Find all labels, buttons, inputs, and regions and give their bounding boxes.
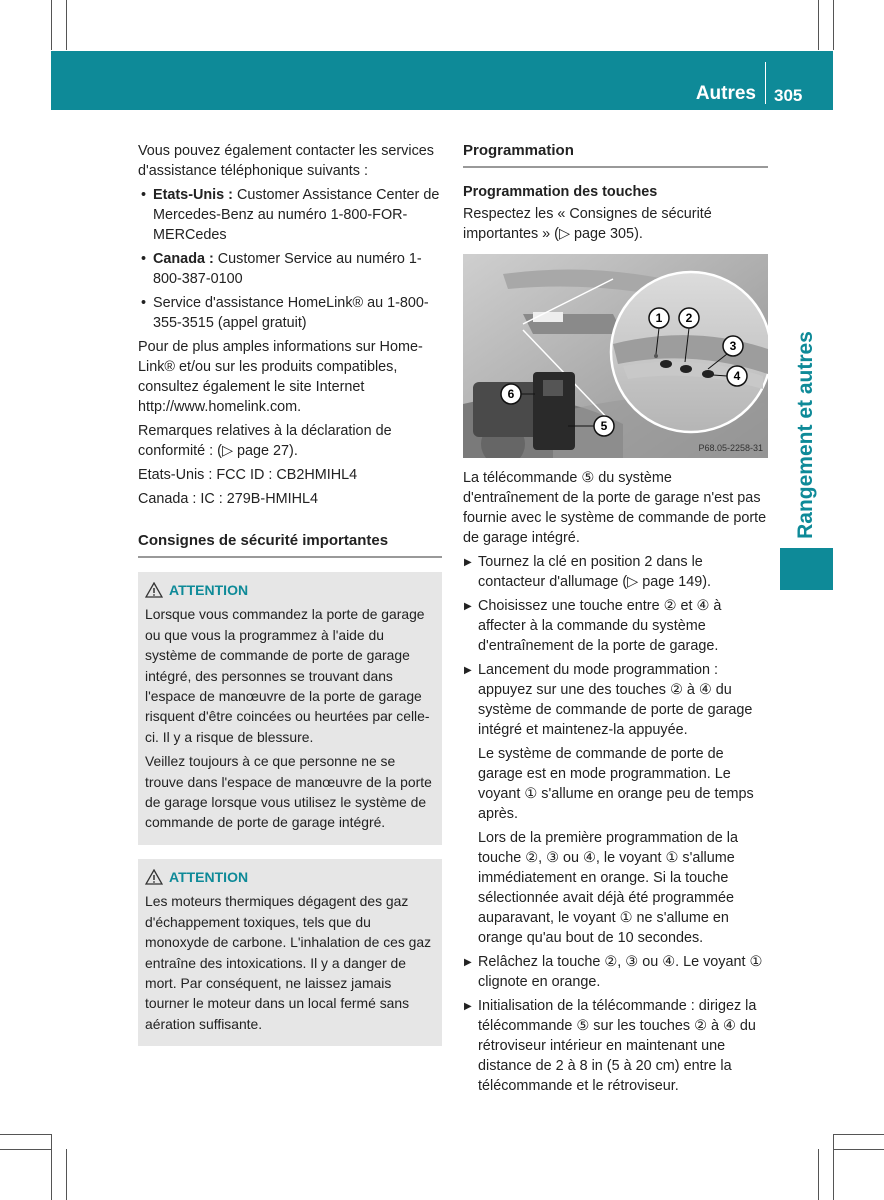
section-title: Autres — [695, 83, 756, 104]
warning-box — [138, 572, 442, 845]
list-item — [138, 249, 442, 289]
warning-triangle-icon — [145, 869, 163, 885]
warning-title — [145, 580, 435, 600]
right-column — [463, 141, 768, 1100]
step-item: ▶ Relâchez la touche ②, ③ ou ④. Le voyant ① clignote en orange. — [463, 952, 768, 992]
callout-3-label: 3 — [729, 339, 737, 353]
remote-note: La télécommande ⑤ du système d'entraînement de la porte de garage n'est pas fournie avec le système de commande de porte de garage intégré. — [463, 470, 767, 546]
bullet-text: Customer Service au numéro 1-800-387-0100 — [153, 251, 422, 287]
warning-title-label: ATTENTION — [169, 868, 249, 885]
rear-view-mirror-figure — [463, 254, 768, 458]
left-column — [138, 141, 442, 1060]
bullet-bold: Etats-Unis : — [153, 187, 233, 203]
warning-paragraph: Lorsque vous commandez la porte de garage ou que vous la programmez à l'aide du système de commande de porte de garage intégré, des personnes se trouvant dans l'espace de manœuvre de la porte de garage risquent d'être coincées ou heurtées par celle-ci. Il y a risque de blessure. — [145, 606, 430, 745]
page-number: 305 — [774, 86, 803, 105]
crop-mark — [833, 1134, 884, 1135]
figure-code: P68.05-2258-31 — [698, 443, 763, 453]
crop-mark — [0, 1149, 51, 1150]
mirror-illustration — [463, 254, 768, 458]
step-item: ▶ Lancement du mode programmation : appuyez sur une des touches ② à ④ du système de commande de porte de garage intégré et maintenez-la appuyée. — [463, 660, 768, 740]
bullet-text: Customer Assistance Center de Mercedes-Benz au numéro 1-800-FOR-MERCedes — [153, 187, 440, 243]
crop-mark — [51, 1134, 52, 1200]
programming-heading: Programmation — [463, 141, 768, 168]
crop-mark — [833, 1134, 834, 1200]
crop-mark — [818, 0, 819, 50]
crop-mark — [833, 0, 834, 50]
bullet-bold: Canada : — [153, 251, 214, 267]
list-item — [138, 293, 442, 333]
safety-heading: Consignes de sécurité importantes — [138, 531, 442, 558]
warning-box — [138, 859, 442, 1046]
bullet-text: Service d'assistance HomeLink® au 1-800-355-3515 (appel gratuit) — [153, 295, 429, 331]
crop-mark — [66, 0, 67, 50]
programming-subheading: Programmation des touches — [463, 184, 658, 200]
more-info-text: Pour de plus amples informations sur HomeLink® et/ou sur les produits compatibles, consultez également le site Internet http://www.homelink.com. — [138, 339, 423, 415]
warning-paragraph: Veillez toujours à ce que personne ne se trouve dans l'espace de manœuvre de la porte de garage lorsque vous utilisez le système de commande de porte de garage intégré. — [145, 753, 432, 831]
warning-title — [145, 867, 435, 887]
callout-4-label: 4 — [733, 369, 741, 383]
crop-mark — [833, 1149, 884, 1150]
header-divider — [765, 62, 766, 104]
side-tab-label: Rangement et autres — [794, 331, 817, 539]
step-item: ▶ Choisissez une touche entre ② et ④ à affecter à la commande du système d'entraînement de la porte de garage. — [463, 596, 768, 656]
fcc-id-text: Etats-Unis : FCC ID : CB2HMIHL4 — [138, 467, 358, 483]
crop-mark — [818, 1149, 819, 1200]
list-item — [138, 185, 442, 245]
step-note: Le système de commande de porte de garage est en mode programmation. Le voyant ① s'allume en orange peu de temps après. — [478, 746, 754, 822]
contact-intro: Vous pouvez également contacter les services d'assistance téléphonique suivants : — [138, 143, 434, 179]
step-item: ▶ Initialisation de la télécommande : dirigez la télécommande ⑤ sur les touches ② à ④ du rétroviseur intérieur en maintenant une distance de 2 à 8 in (5 à 20 cm) entre la télécommande et le rétroviseur. — [463, 996, 768, 1096]
warning-title-label: ATTENTION — [169, 582, 249, 598]
callout-6-label: 6 — [507, 387, 515, 401]
ic-text: Canada : IC : 279B-HMIHL4 — [138, 491, 318, 507]
side-tab-marker — [780, 548, 833, 590]
callout-5-label: 5 — [600, 419, 608, 433]
crop-mark — [66, 1149, 67, 1200]
warning-triangle-icon — [145, 582, 163, 598]
programming-intro: Respectez les « Consignes de sécurité importantes » (▷ page 305). — [463, 206, 712, 242]
callout-1-label: 1 — [655, 311, 663, 325]
step-item: ▶ Tournez la clé en position 2 dans le contacteur d'allumage (▷ page 149). — [463, 552, 768, 592]
remarks-text: Remarques relatives à la déclaration de conformité : (▷ page 27). — [138, 423, 392, 459]
callout-2-label: 2 — [685, 311, 693, 325]
crop-mark — [0, 1134, 51, 1135]
step-note: Lors de la première programmation de la touche ②, ③ ou ④, le voyant ① s'allume immédiatement en orange. Si la touche sélectionnée avait déjà été programmée auparavant, le voyant ① ne s'allume en orange qu'au bout de 10 secondes. — [478, 830, 738, 946]
warning-paragraph: Les moteurs thermiques dégagent des gaz d'échappement toxiques, tels que du monoxyde de carbone. L'inhalation de ces gaz entraîne des intoxications. Il y a danger de mort. Par conséquent, ne laissez jamais tourner le moteur dans un local fermé sans aération suffisante. — [145, 893, 432, 1032]
crop-mark — [51, 0, 52, 50]
